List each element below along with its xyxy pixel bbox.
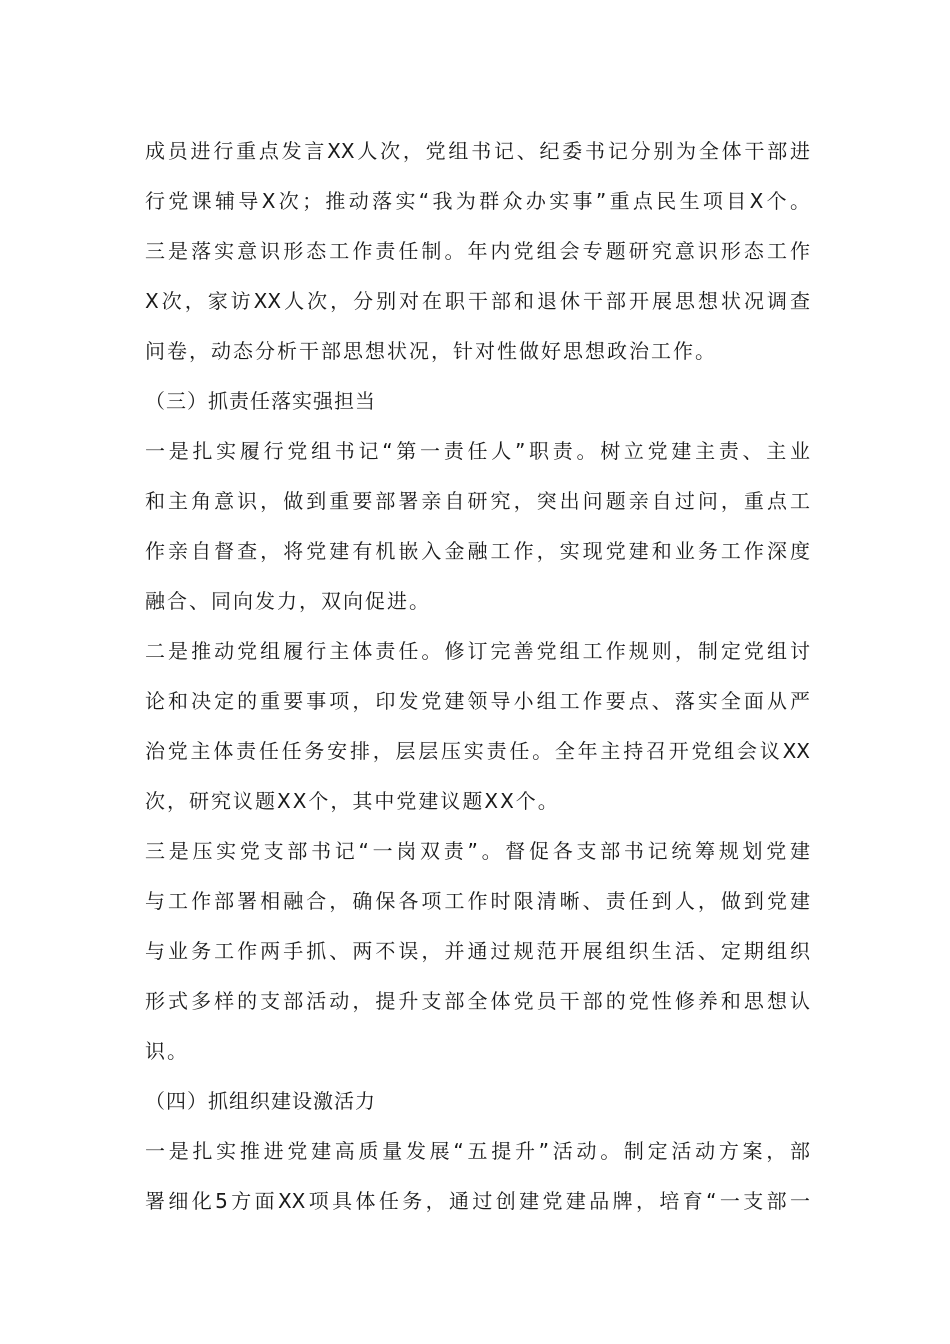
paragraph-line: 与工作部署相融合，确保各项工作时限清晰、责任到人，做到党建: [145, 889, 810, 913]
section-heading: （四）抓组织建设激活力: [145, 1089, 376, 1113]
paragraph-line: 问卷，动态分析干部思想状况，针对性做好思想政治工作。: [145, 339, 717, 363]
paragraph-line: 三是落实意识形态工作责任制。年内党组会专题研究意识形态工作: [145, 239, 810, 263]
paragraph-line: 识。: [145, 1039, 189, 1063]
paragraph-line: 署细化5方面XX项具体任务，通过创建党建品牌，培育“一支部一: [145, 1189, 810, 1213]
paragraph-line: 二是推动党组履行主体责任。修订完善党组工作规则，制定党组讨: [145, 639, 810, 663]
paragraph-line: 和主角意识，做到重要部署亲自研究，突出问题亲自过问，重点工: [145, 489, 810, 513]
paragraph-line: 与业务工作两手抓、两不误，并通过规范开展组织生活、定期组织: [145, 939, 810, 963]
paragraph-line: 次，研究议题XX个，其中党建议题XX个。: [145, 789, 560, 813]
paragraph-line: 成员进行重点发言XX人次，党组书记、纪委书记分别为全体干部进: [145, 139, 810, 163]
paragraph-line: 论和决定的重要事项，印发党建领导小组工作要点、落实全面从严: [145, 689, 810, 713]
paragraph-line: 作亲自督查，将党建有机嵌入金融工作，实现党建和业务工作深度: [145, 539, 810, 563]
paragraph-line: 形式多样的支部活动，提升支部全体党员干部的党性修养和思想认: [145, 989, 810, 1013]
paragraph-line: 治党主体责任任务安排，层层压实责任。全年主持召开党组会议XX: [145, 739, 810, 763]
paragraph-line: 三是压实党支部书记“一岗双责”。督促各支部书记统筹规划党建: [145, 839, 810, 863]
paragraph-line: X次，家访XX人次，分别对在职干部和退休干部开展思想状况调查: [145, 289, 810, 313]
section-heading: （三）抓责任落实强担当: [145, 389, 376, 413]
paragraph-line: 一是扎实推进党建高质量发展“五提升”活动。制定活动方案，部: [145, 1139, 810, 1163]
paragraph-line: 行党课辅导X次；推动落实“我为群众办实事”重点民生项目X个。: [145, 189, 810, 213]
paragraph-line: 融合、同向发力，双向促进。: [145, 589, 431, 613]
paragraph-line: 一是扎实履行党组书记“第一责任人”职责。树立党建主责、主业: [145, 439, 810, 463]
